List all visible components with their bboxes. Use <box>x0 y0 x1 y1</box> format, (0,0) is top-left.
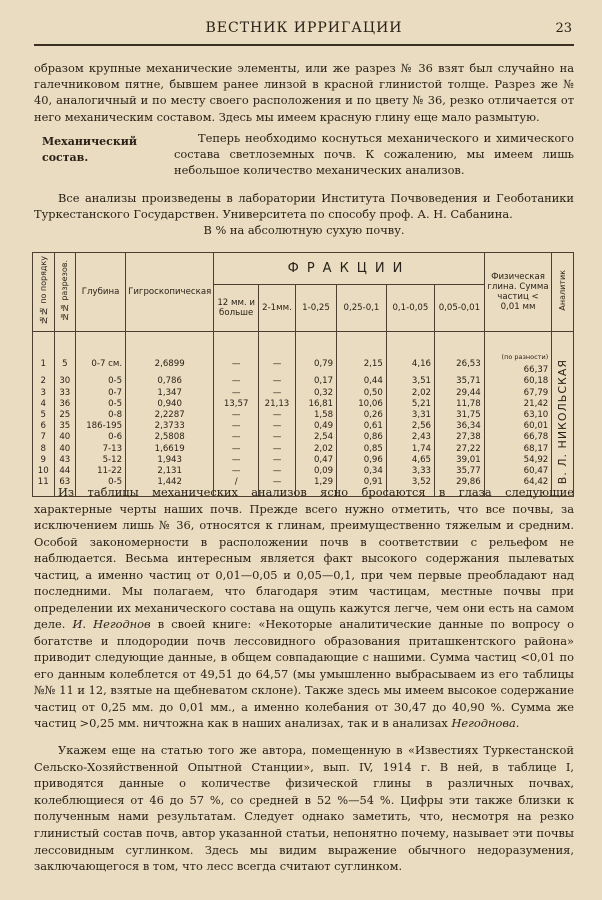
table-cell: 2,56 <box>386 421 434 432</box>
table-cell: 63 <box>54 477 76 497</box>
table-cell: 0-8 <box>76 410 126 421</box>
table-cell: 68,17 <box>484 444 552 455</box>
table-cell: 60,47 <box>484 466 552 477</box>
table-cell: — <box>259 332 296 377</box>
table-cell: — <box>259 421 296 432</box>
discussion-paragraph <box>34 484 574 732</box>
table-row <box>33 388 574 399</box>
table-cell: 13,57 <box>214 399 259 410</box>
table-intro <box>34 190 574 239</box>
paragraph-continuation <box>34 60 574 125</box>
table-cell: 0,50 <box>337 388 387 399</box>
table-cell: 0,79 <box>295 332 336 377</box>
header-analyst: Аналитик <box>558 270 568 311</box>
table-cell: 26,53 <box>435 332 485 377</box>
table-cell: 29,86 <box>435 477 485 497</box>
header-order-no: №№ по порядку <box>38 256 48 325</box>
analyst-name: В. Л. НИКОЛЬСКАЯ <box>556 359 570 485</box>
mechanical-section <box>34 130 574 180</box>
table-cell: 6 <box>33 421 55 432</box>
table-cell: 0-6 <box>76 432 126 443</box>
table-cell: 2,54 <box>295 432 336 443</box>
table-cell: — <box>259 410 296 421</box>
header-fraction-col: 0,05-0,01 <box>435 285 485 332</box>
table-row <box>33 466 574 477</box>
page-number: 23 <box>555 21 572 36</box>
table-cell: 7 <box>33 432 55 443</box>
table-cell: 44 <box>54 466 76 477</box>
table-cell: 5 <box>54 332 76 377</box>
header-fraction-col: 1-0,25 <box>295 285 336 332</box>
table-intro-text: Все анализы произведены в лаборатории Института Почвоведения и Геоботаники Туркестанского Государствен. Университета по способу проф. А. Н. Сабанина. <box>34 191 574 222</box>
header-depth: Глубина <box>76 253 126 332</box>
table-cell: 2,02 <box>295 444 336 455</box>
table-cell: 10,06 <box>337 399 387 410</box>
table-cell: 2,15 <box>337 332 387 377</box>
table-cell: 3,52 <box>386 477 434 497</box>
section-side-heading: Механический состав. <box>42 135 138 164</box>
table-cell: 60,18 <box>484 376 552 387</box>
table-cell: 0,09 <box>295 466 336 477</box>
table-cell: 0,26 <box>337 410 387 421</box>
table-cell: 31,75 <box>435 410 485 421</box>
diff-note: (по разности) <box>501 353 549 361</box>
table-cell: — <box>259 432 296 443</box>
table-cell: — <box>214 388 259 399</box>
journal-title: ВЕСТНИК ИРРИГАЦИИ <box>205 20 403 36</box>
discussion <box>34 484 574 732</box>
table-row <box>33 421 574 432</box>
table-cell: 33 <box>54 388 76 399</box>
table-cell: 0,17 <box>295 376 336 387</box>
table-cell: 9 <box>33 455 55 466</box>
table-row <box>33 332 574 377</box>
table-cell: 0,91 <box>337 477 387 497</box>
table-row <box>33 444 574 455</box>
table-cell: 0,96 <box>337 455 387 466</box>
table-cell: 1,347 <box>126 388 214 399</box>
table-cell: — <box>259 455 296 466</box>
table-cell: 0,32 <box>295 388 336 399</box>
table-cell: 2,3733 <box>126 421 214 432</box>
discussion-text-2: в своей книге: «Некоторые аналитические данные по вопросу о богатстве и плодородии почв лессовидного образования приташкентского района» приводит следующие данные, в общем совпадающие с нашими. Сумма частиц <0,01 по его данным колеблется от 49,51 до 64,57 (мы умышленно выбрасываем из его таблицы №№ 11 и 12, взятые на щебневатом склоне). Также здесь мы имеем высокое содержание частиц от 0,25 мм. до 0,01 мм., а именно колебания от 30,47 до 40,90 %. Сумма же частиц >0,25 мм. ничтожна как в наших анализах, так и в анализах <box>34 617 574 730</box>
header-hygro: Гигроскопическая <box>126 253 214 332</box>
table-cell: — <box>214 455 259 466</box>
author-name: И. Негоднов <box>72 617 151 631</box>
table-cell: — <box>214 444 259 455</box>
table-cell: 0-5 <box>76 399 126 410</box>
table-cell: 36,34 <box>435 421 485 432</box>
table-cell: 1,74 <box>386 444 434 455</box>
mechanical-analysis-table <box>32 252 574 497</box>
table-cell: 1,29 <box>295 477 336 497</box>
table-cell: 30 <box>54 376 76 387</box>
header-fraction-col: 12 мм. и больше <box>214 285 259 332</box>
table-cell: 2 <box>33 376 55 387</box>
table-cell: 60,01 <box>484 421 552 432</box>
table-cell: 36 <box>54 399 76 410</box>
table-cell: — <box>259 477 296 497</box>
table-cell: — <box>214 421 259 432</box>
table-cell: 67,79 <box>484 388 552 399</box>
table-cell: 0-5 <box>76 376 126 387</box>
table-cell: 0,940 <box>126 399 214 410</box>
table-subtitle: В % на абсолютную сухую почву. <box>203 223 405 238</box>
table-cell: 63,10 <box>484 410 552 421</box>
table-cell: — <box>259 444 296 455</box>
header-fraction-col: 0,1-0,05 <box>386 285 434 332</box>
table-cell: 2,02 <box>386 388 434 399</box>
final-section <box>34 742 574 875</box>
table-cell: 186-195 <box>76 421 126 432</box>
table-cell: 10 <box>33 466 55 477</box>
table-cell: 0,34 <box>337 466 387 477</box>
table-cell: 3 <box>33 388 55 399</box>
table-cell: 0,61 <box>337 421 387 432</box>
table-cell: 40 <box>54 444 76 455</box>
table-cell: 7-13 <box>76 444 126 455</box>
table-cell: 1 <box>33 332 55 377</box>
table-cell: — <box>214 410 259 421</box>
table-cell: 2,2287 <box>126 410 214 421</box>
table-cell: 64,42 <box>484 477 552 497</box>
header-fraction-col: 0,25-0,1 <box>337 285 387 332</box>
table-row <box>33 455 574 466</box>
table-cell: — <box>259 466 296 477</box>
table-cell: 8 <box>33 444 55 455</box>
table-row <box>33 432 574 443</box>
table-cell: 0,86 <box>337 432 387 443</box>
table-cell: 1,58 <box>295 410 336 421</box>
header-physical-clay: Физическая глина. Сумма частиц < 0,01 мм <box>484 253 552 332</box>
cell-value: 66,37 <box>523 365 549 376</box>
table-cell: 1,6619 <box>126 444 214 455</box>
table-cell: 2,5808 <box>126 432 214 443</box>
table-cell: 2,6899 <box>126 332 214 377</box>
table-cell: 0,49 <box>295 421 336 432</box>
table-cell: 0,47 <box>295 455 336 466</box>
table-cell: 4,65 <box>386 455 434 466</box>
table-cell: 35 <box>54 421 76 432</box>
table-cell: 25 <box>54 410 76 421</box>
table-cell: 21,13 <box>259 399 296 410</box>
table-cell: — <box>214 376 259 387</box>
paragraph-1: образом крупные механические элементы, или же разрез № 36 взят был случайно на галечниковом пятне, бывшем ранее линзой в красной глинистой толще. Разрез же № 40, аналогичный и по месту своего расположения и по цвету № 36, резко отличается от него механическим составом. Здесь мы имеем красную глину еще мало размытую. <box>34 61 574 124</box>
table-cell: 3,33 <box>386 466 434 477</box>
discussion-text-1: Из таблицы механических анализов ясно бросаются в глаза следующие характерные черты наших почв. Прежде всего нужно отметить, что все почвы, за исключением лишь № 36, относятся к глинам, преимущественно тяжелым и средним. Особой закономерности в расположении почв в соответствии с рельефом не наблюдается. Весьма интересным является факт высокого содержания пылеватых частиц, а именно частиц от 0,01—0,05 и 0,05—0,1, при чем первые преобладают над последними. Мы полагаем, что благодаря этим частицам, местные почвы при определении их механического состава на ощупь кажутся легче, чем они есть на самом деле. <box>34 485 574 631</box>
table-cell: 5,21 <box>386 399 434 410</box>
table-cell: 27,38 <box>435 432 485 443</box>
table-cell: — <box>259 388 296 399</box>
table-cell: 1,943 <box>126 455 214 466</box>
table-cell: 39,01 <box>435 455 485 466</box>
table-cell: 4,16 <box>386 332 434 377</box>
table-cell: 16,81 <box>295 399 336 410</box>
table-cell: 27,22 <box>435 444 485 455</box>
table-cell: — <box>259 376 296 387</box>
table-cell: 0,786 <box>126 376 214 387</box>
table-cell: 0,44 <box>337 376 387 387</box>
table-row <box>33 376 574 387</box>
table-cell: 66,78 <box>484 432 552 443</box>
section-intro-text: Теперь необходимо коснуться механического и химического состава светлоземных почв. К сожалению, мы имеем лишь небольшое количество механических анализов. <box>174 131 574 178</box>
table-cell <box>484 332 552 377</box>
table-cell: / <box>214 477 259 497</box>
table-cell: 0-5 <box>76 477 126 497</box>
table-cell: 35,77 <box>435 466 485 477</box>
table-cell: 11 <box>33 477 55 497</box>
table-cell: 40 <box>54 432 76 443</box>
table-row <box>33 410 574 421</box>
table-cell: 35,71 <box>435 376 485 387</box>
table-cell: 29,44 <box>435 388 485 399</box>
table-body <box>33 332 574 497</box>
table-cell: 21,42 <box>484 399 552 410</box>
table-cell: 0,85 <box>337 444 387 455</box>
table-cell: 2,43 <box>386 432 434 443</box>
analyst-cell <box>552 332 574 497</box>
table-cell: 4 <box>33 399 55 410</box>
table-cell: 1,442 <box>126 477 214 497</box>
table-cell: — <box>214 432 259 443</box>
table-cell: — <box>214 332 259 377</box>
header-fraction-col: 2-1мм. <box>259 285 296 332</box>
table-row <box>33 399 574 410</box>
page-header <box>34 18 574 46</box>
final-paragraph: Укажем еще на статью того же автора, помещенную в «Известиях Туркестанской Сельско-Хозяйственной Опытной Станции», вып. IV, 1914 г. В ней, в таблице I, приводятся данные о количестве физической глины в различных почвах, колеблющиеся от 46 до 57 %, со средней в 52 %—54 %. Цифры эти также близки к полученным нами результатам. Следует однако заметить, что, несмотря на резко глинистый состав почв, автор указанной статьи, непонятно почему, называет эти почвы лессовидным суглинком. Здесь мы видим выражение обычного недоразумения, заключающегося в том, что лесс всегда считают суглинком. <box>34 743 574 874</box>
table-cell: 54,92 <box>484 455 552 466</box>
author-name-2: Негоднова. <box>451 716 520 730</box>
table-cell: 3,31 <box>386 410 434 421</box>
table-cell: 11,78 <box>435 399 485 410</box>
table-cell: 11-22 <box>76 466 126 477</box>
table-cell: 5-12 <box>76 455 126 466</box>
header-section-no: №№ разрезов. <box>60 259 70 322</box>
table-cell: 0-7 см. <box>76 332 126 377</box>
table-cell: 0-7 <box>76 388 126 399</box>
table-cell: 3,51 <box>386 376 434 387</box>
table-cell: 43 <box>54 455 76 466</box>
header-fractions: ФРАКЦИИ <box>214 253 484 285</box>
table-cell: 5 <box>33 410 55 421</box>
table-cell: 2,131 <box>126 466 214 477</box>
table-cell: — <box>214 466 259 477</box>
